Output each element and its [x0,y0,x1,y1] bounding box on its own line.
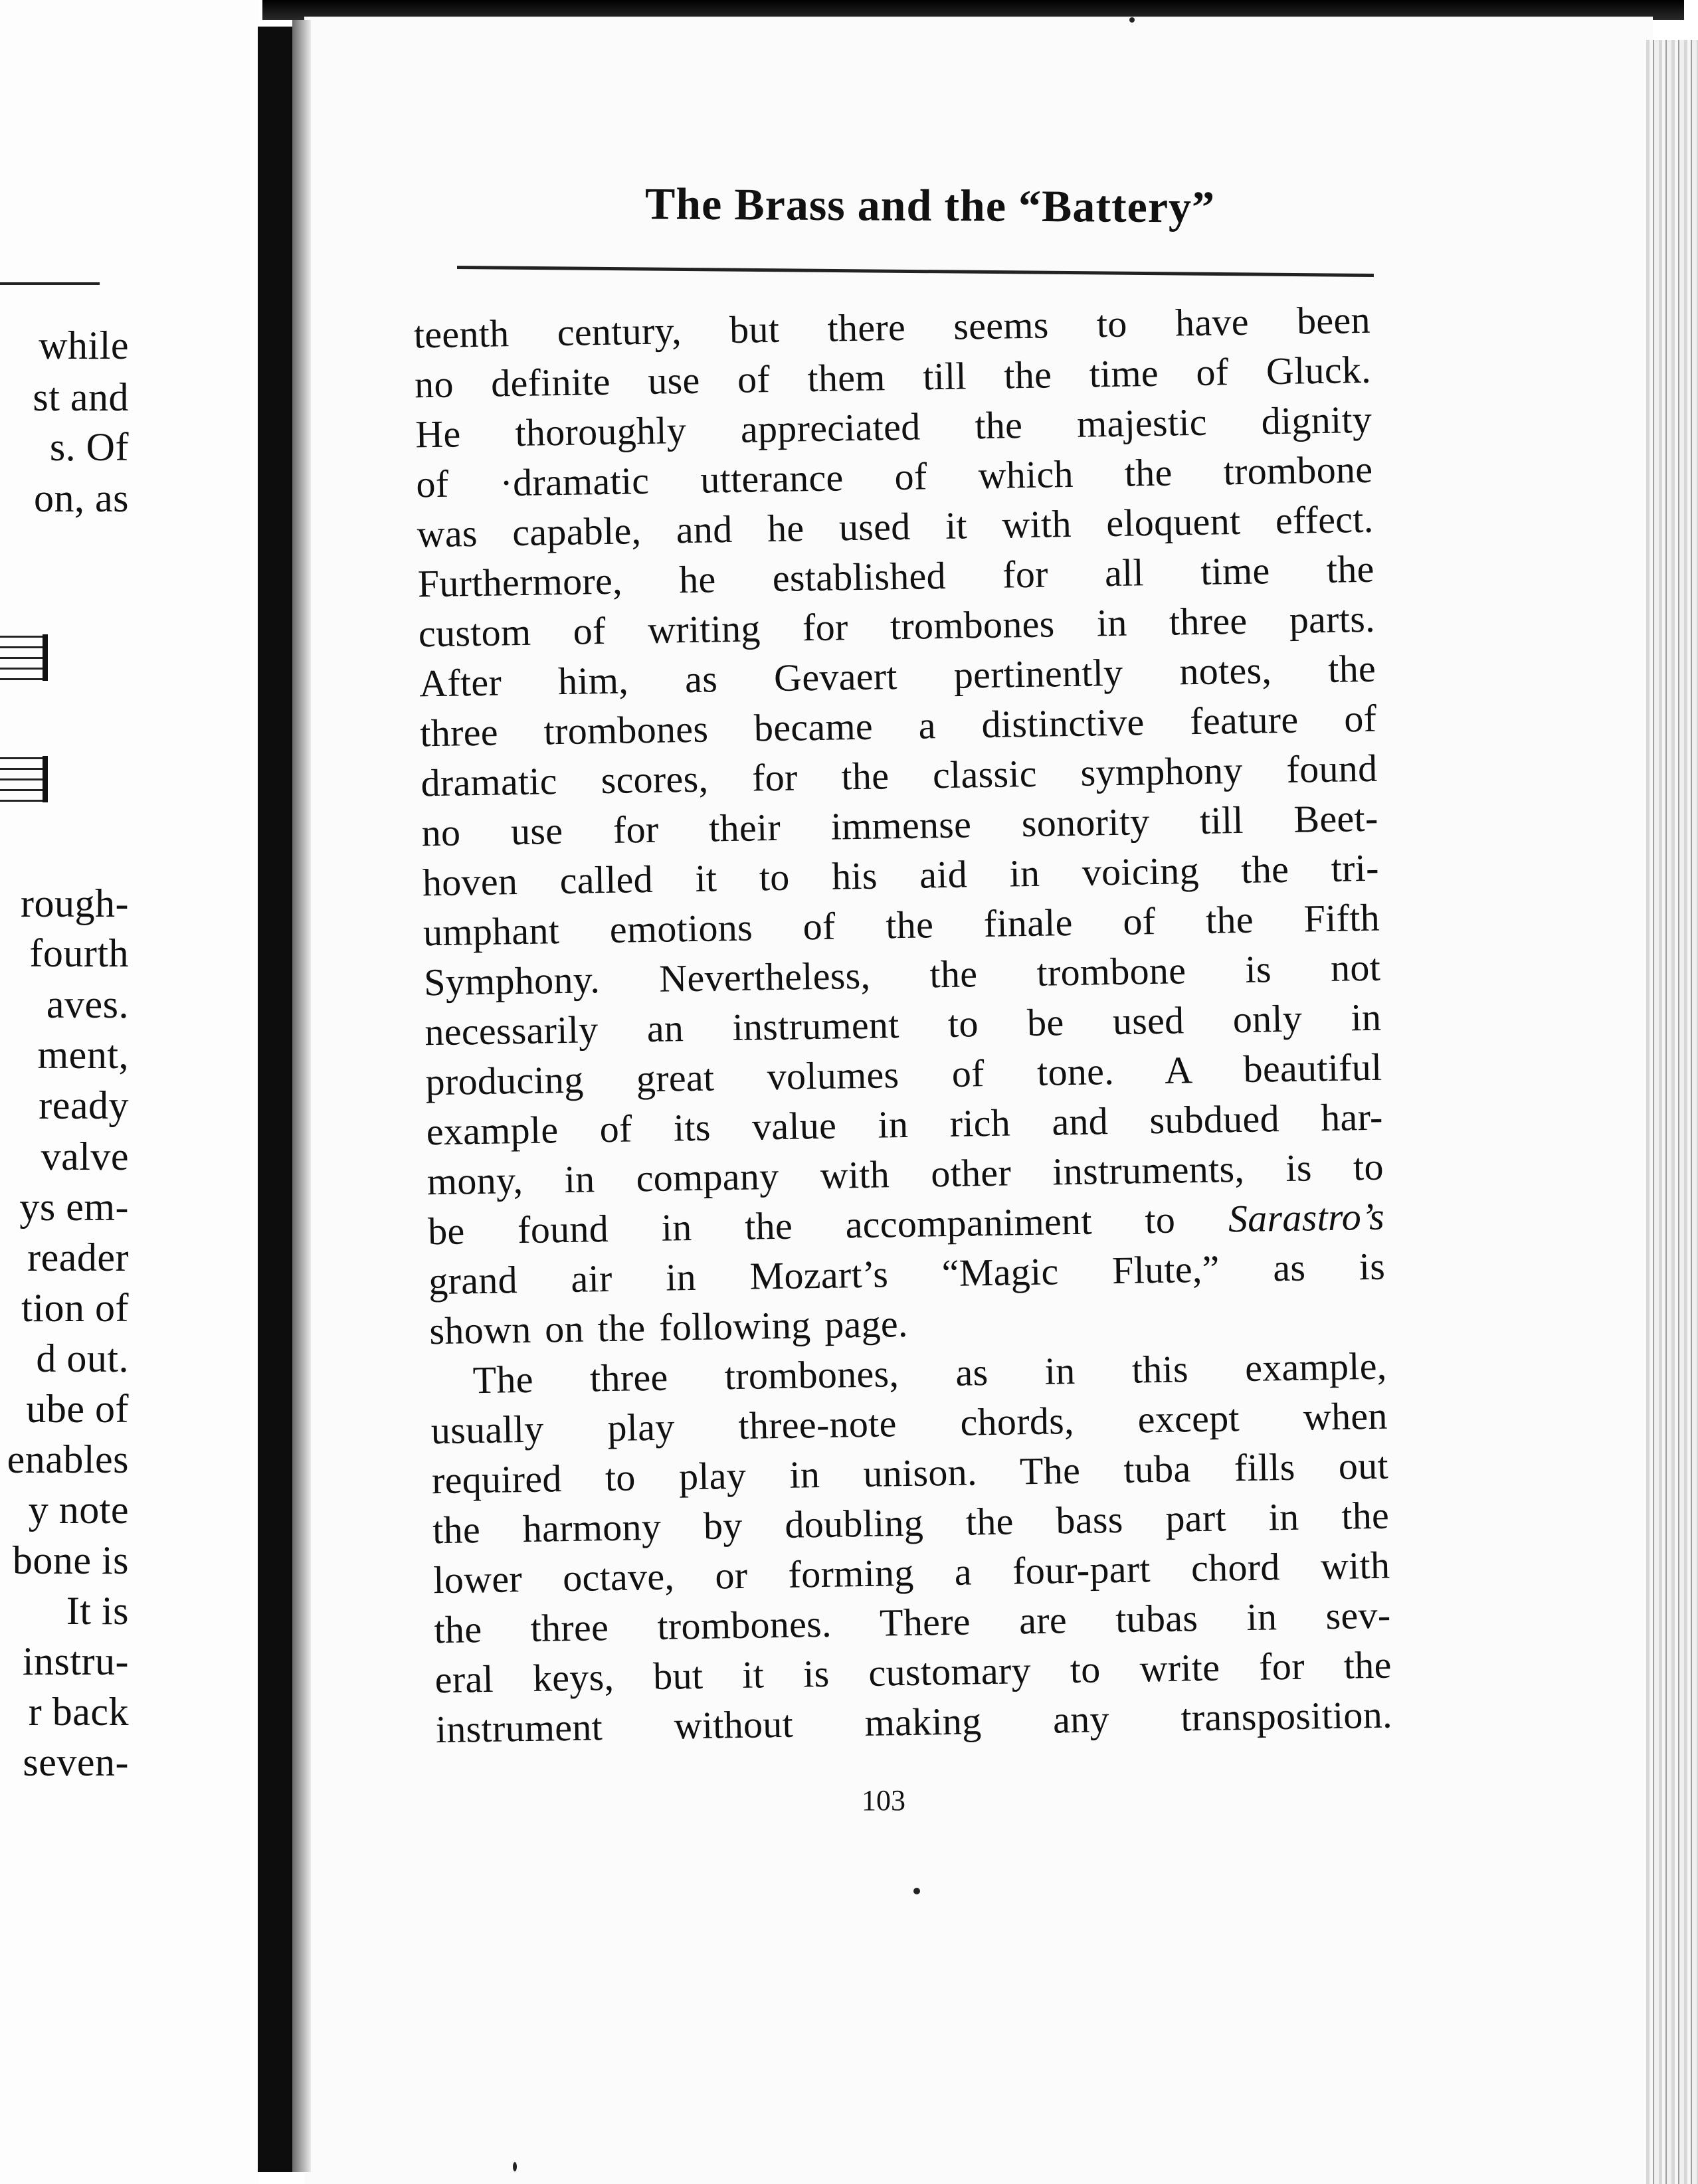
facing-line: tion of [21,1286,129,1330]
text-line: hoven called it to his aid in voicing the tri- [422,846,1380,905]
text-line: necessarily an instrument to be used only in [424,995,1382,1054]
italic-name-sarastro: Sarastro’s [1228,1194,1385,1241]
facing-line: st and [33,375,129,419]
page-edges [1646,40,1698,2184]
facing-line: while [39,323,129,367]
text-run: be found in the accompaniment to [427,1197,1229,1253]
text-line: teenth century, but there seems to have been [413,298,1371,357]
text-line: shown on the following page. [428,1301,909,1353]
text-line: Furthermore, he established for all time the [417,547,1375,606]
facing-line: fourth [29,931,129,975]
facing-line: y note [28,1488,129,1532]
text-line: After him, as Gevaert pertinently notes, the [419,646,1376,705]
text-line: producing great volumes of tone. A beautiful [425,1045,1382,1104]
facing-line: ube of [26,1387,129,1431]
facing-line: ready [39,1083,129,1127]
text-line: mony, in company with other instruments, is to [426,1144,1384,1204]
facing-line: instru- [22,1639,129,1683]
facing-line: ment, [37,1033,129,1077]
text-line: dramatic scores, for the classic symphony found [421,746,1378,805]
text-line: the three trombones. There are tubas in sev- [434,1593,1391,1652]
facing-line: rough- [21,881,129,925]
gutter-shadow [292,20,311,2172]
scan-speck [913,1888,920,1894]
facing-page-rule [0,282,100,285]
facing-page-left [0,0,259,2184]
scan-speck [513,2162,517,2171]
text-line: was capable, and he used it with eloquent effect. [417,497,1374,556]
facing-line: s. Of [49,425,129,469]
facing-line: aves. [46,982,129,1026]
facing-line: It is [66,1589,129,1633]
book-gutter [258,27,298,2172]
running-head: The Brass and the “Battery” [644,178,1216,232]
facing-line: d out. [36,1336,129,1380]
text-line: The three trombones, as in this example, [472,1344,1388,1402]
facing-line: on, as [34,476,129,520]
text-line: umphant emotions of the finale of the Fifth [423,895,1380,955]
facing-line: valve [41,1135,129,1178]
facing-line: r back [28,1690,129,1734]
facing-line: reader [27,1235,129,1279]
text-line: usually play three-note chords, except when [430,1394,1388,1453]
music-staff-fragment [0,756,50,802]
page-number: 103 [862,1784,905,1817]
text-line: grand air in Mozart’s “Magic Flute,” as is [428,1244,1386,1303]
text-line: custom of writing for trombones in three parts. [418,596,1376,656]
paragraph [430,1341,1392,1755]
facing-line: ys em- [19,1185,129,1229]
text-line: of ·dramatic utterance of which the trombone [415,447,1373,506]
paragraph [413,295,1386,1356]
text-line: the harmony by doubling the bass part in the [432,1493,1390,1552]
text-line: He thoroughly appreciated the majestic dignity [415,397,1372,456]
text-line: instrument without making any transposition. [435,1692,1393,1752]
text-line: no use for their immense sonority till Beet- [421,796,1379,855]
text-line: required to play in unison. The tuba fills out [431,1443,1389,1502]
text-line: Symphony. Nevertheless, the trombone is not [423,945,1381,1004]
text-line: lower octave, or forming a four-part chord with [432,1543,1390,1602]
facing-line: bone is [12,1538,129,1582]
music-staff-fragment [0,634,50,681]
facing-line: seven- [23,1740,129,1784]
text-line: three trombones became a distinctive feature of [419,696,1377,755]
text-line: no definite use of them till the time of Gluck. [414,347,1372,407]
facing-line: enables [7,1437,129,1481]
body-text [413,295,1393,1811]
text-line: eral keys, but it is customary to write for the [434,1643,1392,1702]
text-line: example of its value in rich and subdued har- [426,1095,1384,1154]
scan-speck [1129,17,1135,23]
